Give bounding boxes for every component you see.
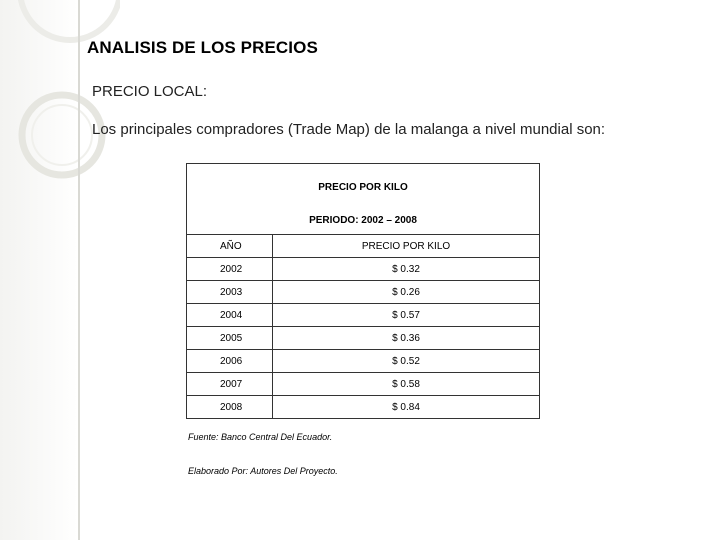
table-row	[187, 258, 540, 281]
page-title: ANALISIS DE LOS PRECIOS	[87, 38, 318, 57]
table-row	[187, 373, 540, 396]
price-cell: $ 0.84	[273, 396, 540, 419]
year-cell: 2007	[187, 373, 273, 396]
section-subtitle: PRECIO LOCAL:	[92, 83, 208, 100]
table-caption-period: PERIODO: 2002 – 2008	[309, 215, 417, 226]
year-cell: 2005	[187, 327, 273, 350]
intro-text: Los principales compradores (Trade Map) de la malanga a nivel mundial son:	[92, 121, 606, 138]
price-cell: $ 0.52	[273, 350, 540, 373]
author-note: Elaborado Por: Autores Del Proyecto.	[188, 466, 338, 476]
table-caption-title: PRECIO POR KILO	[318, 182, 408, 193]
price-cell: $ 0.58	[273, 373, 540, 396]
year-cell: 2003	[187, 281, 273, 304]
deco-circle-middle	[22, 95, 102, 175]
decorative-circles	[0, 0, 120, 200]
source-note: Fuente: Banco Central Del Ecuador.	[188, 432, 333, 442]
price-cell: $ 0.32	[273, 258, 540, 281]
year-cell: 2004	[187, 304, 273, 327]
column-header-year: AÑO	[187, 235, 273, 258]
year-cell: 2008	[187, 396, 273, 419]
divider-line	[78, 0, 80, 540]
year-cell: 2002	[187, 258, 273, 281]
table-caption-cell	[187, 164, 540, 235]
deco-circle-top	[20, 0, 120, 40]
price-cell: $ 0.26	[273, 281, 540, 304]
price-cell: $ 0.36	[273, 327, 540, 350]
deco-circle-inner	[32, 105, 92, 165]
table-row	[187, 304, 540, 327]
table-row	[187, 396, 540, 419]
column-header-price: PRECIO POR KILO	[273, 235, 540, 258]
price-cell: $ 0.57	[273, 304, 540, 327]
table-row	[187, 350, 540, 373]
table-row	[187, 281, 540, 304]
year-cell: 2006	[187, 350, 273, 373]
table-row	[187, 327, 540, 350]
price-table	[186, 163, 540, 419]
table-header-row	[187, 235, 540, 258]
